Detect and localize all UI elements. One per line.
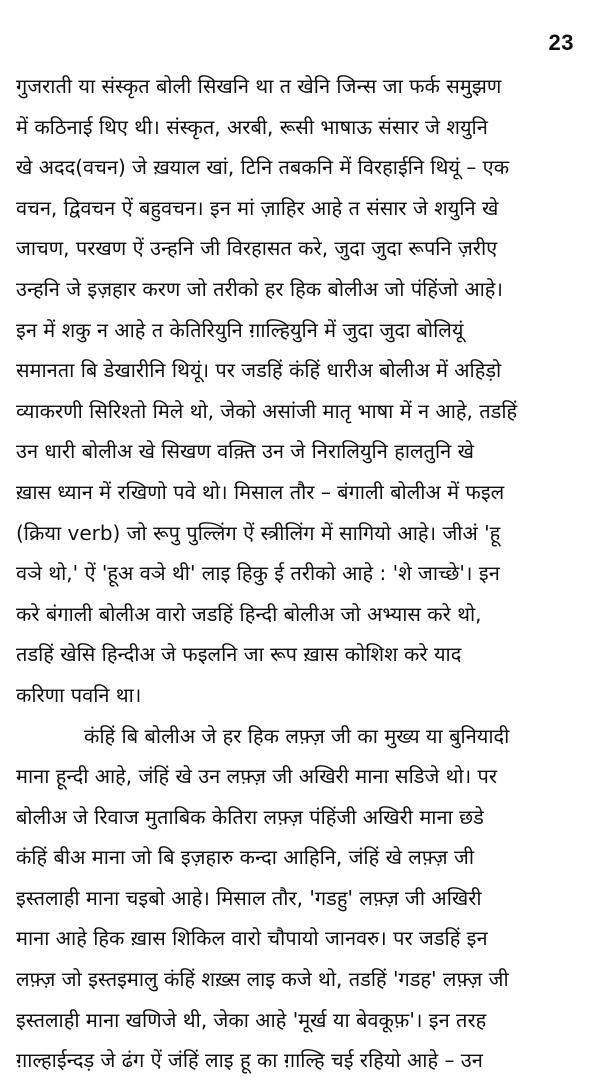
text-line: ख़ास ध्यान में रखिणो पवे थो। मिसाल तौर – बंगाली बोलीअ में फइल xyxy=(16,479,505,504)
text-line: माना हून्दी आहे, जंहिं खे उन लफ़्ज़ जी अखिरी माना सडिजे थो। पर xyxy=(16,764,498,789)
text-line: इस्तलाही माना खणिजे थी, जेका आहे 'मूर्ख या बेवकूफ़'। इन तरह xyxy=(16,1007,487,1032)
text-line: करे बंगाली बोलीअ वारो जडहिं हिन्दी बोलीअ जो अभ्यास करे थो, xyxy=(16,601,482,626)
page-number: 23 xyxy=(548,30,574,55)
text-line: समानता बि डेखारीनि थियूं। पर जडहिं कंहिं धारीअ बोलीअ में अहिड़ो xyxy=(16,358,502,383)
text-line: ग़ाल्हाईन्दड़ जे ढंग ऐं जंहिं लाइ हू का ग़ाल्हि चई रहियो आहे – उन xyxy=(16,1048,483,1073)
text-line: जाचण, परखण ऐं उन्हनि जी विरहासत करे, जुदा जुदा रूपनि ज़रीए xyxy=(16,236,498,261)
text-line: लफ़्ज़ जो इस्तइमालु कंहिं शख़्स लाइ कजे थो, तडहिं 'गडह' लफ़्ज़ जी xyxy=(16,967,509,992)
text-line: बोलीअ जे रिवाज मुताबिक केतिरा लफ़्ज़ पंहिंजी अखिरी माना छडे xyxy=(16,804,484,829)
text-line: इन में शकु न आहे त केतिरियुनि ग़ाल्हियुनि में जुदा जुदा बोलियूं xyxy=(16,317,464,342)
text-line: में कठिनाई थिए थी। संस्कृत, अरबी, रूसी भाषाऊ संसार जे शयुनि xyxy=(16,114,488,139)
text-line: उन्हनि जे इज़हार करण जो तरीको हर हिक बोलीअ जो पंहिंजो आहे। xyxy=(16,276,503,301)
text-line: कंहिं बीअ माना जो बि इज़हारु कन्दा आहिनि, जंहिं खे लफ़्ज़ जी xyxy=(16,845,475,870)
text-line: तडहिं खेसि हिन्दीअ जे फइलनि जा रूप ख़ास कोशिश करे याद xyxy=(16,642,462,667)
text-line: माना आहे हिक ख़ास शिकिल वारो चौपायो जानवरु। पर जडहिं इन xyxy=(16,926,488,951)
text-line: (क्रिया verb) जो रूपु पुल्लिंग ऐं स्त्रीलिंग में सागियो आहे। जीअं 'हू xyxy=(16,520,501,545)
text-line: खे अदद(वचन) जे ख़याल खां, टिनि तबकनि में विरहाईनि थियूं – एक xyxy=(16,155,510,180)
text-line: वचन, द्विवचन ऐं बहुवचन। इन मां ज़ाहिर आहे त संसार जे शयुनि खे xyxy=(16,195,499,220)
text-line: कंहिं बि बोलीअ जे हर हिक लफ़्ज़ जी का मुख्य या बुनियादी xyxy=(84,723,510,748)
text-line: व्याकरणी सिरिश्तो मिले थो, जेको असांजी मातृ भाषा में न आहे, तडहिं xyxy=(16,398,518,423)
body-text xyxy=(16,66,586,1081)
text-line: वञे थो,' ऐं 'हूअ वञे थी' लाइ हिकु ई तरीको आहे : 'शे जाच्छे'। इन xyxy=(16,561,500,586)
text-line: इस्तलाही माना चइबो आहे। मिसाल तौर, 'गडहु' लफ़्ज़ जी अखिरी xyxy=(16,885,482,910)
text-line: गुजराती या संस्कृत बोली सिखनि था त खेनि जिन्स जा फर्क समुझण xyxy=(16,74,502,98)
text-line: करिणा पवनि था। xyxy=(16,682,142,707)
text-line: उन धारी बोलीअ खे सिखण वक़्ति उन जे निरालियुनि हालतुनि खे xyxy=(16,439,474,464)
